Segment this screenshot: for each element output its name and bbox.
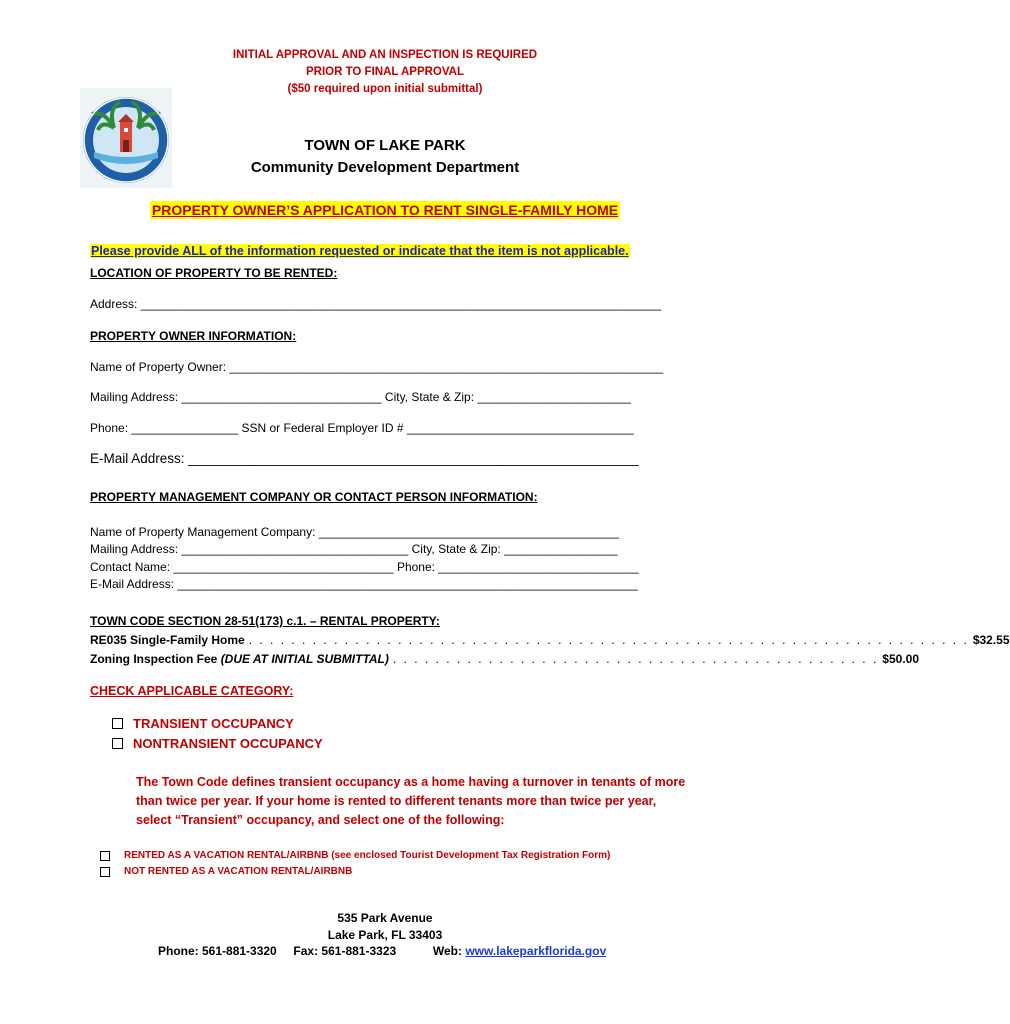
- address-field[interactable]: Address: ______________________________________________________________________________: [90, 297, 662, 311]
- dot-leader: . . . . . . . . . . . . . . . . . . . . . . . . . . . . . . . . . . . . . . . . . . . . . .: [392, 652, 879, 666]
- transient-explanation: The Town Code defines transient occupancy as a home having a turnover in tenants of more than twice per year. If your home is rented to different tenants more than twice per year, select “Transient” occupancy, and select one of the following:: [136, 775, 686, 827]
- fee-label: Zoning Inspection Fee: [90, 652, 218, 666]
- checkbox[interactable]: [112, 718, 123, 729]
- fee-label: RE035 Single-Family Home: [90, 633, 245, 647]
- option-label: NOT RENTED AS A VACATION RENTAL/AIRBNB: [124, 866, 353, 877]
- not-vacation-rental-option[interactable]: [100, 866, 352, 877]
- instructions: Please provide ALL of the information requested or indicate that the item is not applicable.: [91, 244, 629, 258]
- nontransient-option[interactable]: [112, 736, 323, 751]
- fee-amount: $50.00: [882, 652, 919, 666]
- vacation-rental-option[interactable]: [100, 850, 610, 861]
- fee-amount: $32.55: [972, 633, 1010, 647]
- management-email-field[interactable]: E-Mail Address: _____________________________________________________________________: [90, 577, 638, 591]
- fee-row-zoning: [90, 652, 919, 666]
- form-title-text: PROPERTY OWNER’S APPLICATION TO RENT SINGLE-FAMILY HOME: [151, 202, 619, 218]
- fee-note: (DUE AT INITIAL SUBMITTAL): [220, 652, 389, 666]
- option-label: NONTRANSIENT OCCUPANCY: [133, 736, 323, 751]
- owner-mailing-field[interactable]: Mailing Address: ______________________________ City, State & Zip: _______________________: [90, 390, 631, 404]
- footer-web-label: Web:: [432, 944, 462, 958]
- town-header: [0, 135, 770, 179]
- notice-line-3: ($50 required upon initial submittal): [287, 83, 483, 95]
- owner-email-field[interactable]: E-Mail Address: ____________________________________________________________: [90, 451, 639, 466]
- website-link[interactable]: www.lakeparkflorida.gov: [465, 944, 607, 958]
- footer-street: 535 Park Avenue: [337, 911, 433, 925]
- notice-line-2: PRIOR TO FINAL APPROVAL: [305, 66, 465, 78]
- transient-option[interactable]: [112, 716, 294, 731]
- management-mailing-field[interactable]: Mailing Address: __________________________________ City, State & Zip: _________________: [90, 542, 618, 556]
- management-heading: PROPERTY MANAGEMENT COMPANY OR CONTACT PERSON INFORMATION:: [90, 490, 538, 504]
- fee-row-single-family: [90, 633, 1010, 647]
- form-title: [0, 202, 770, 220]
- checkbox[interactable]: [100, 867, 110, 877]
- notice-line-1: INITIAL APPROVAL AND AN INSPECTION IS REQUIRED: [232, 49, 538, 61]
- owner-phone-field[interactable]: Phone: ________________ SSN or Federal Employer ID # __________________________________: [90, 421, 634, 435]
- checkbox[interactable]: [100, 851, 110, 861]
- category-heading: CHECK APPLICABLE CATEGORY:: [90, 684, 294, 698]
- location-heading: LOCATION OF PROPERTY TO BE RENTED:: [90, 266, 338, 280]
- footer-city: Lake Park, FL 33403: [327, 928, 443, 942]
- town-name: TOWN OF LAKE PARK: [304, 137, 466, 154]
- owner-name-field[interactable]: Name of Property Owner: _________________________________________________________________: [90, 360, 664, 374]
- footer-address: [0, 910, 770, 944]
- code-section-heading: TOWN CODE SECTION 28-51(173) c.1. – RENTAL PROPERTY:: [90, 614, 440, 628]
- management-contact-field[interactable]: Contact Name: _________________________________ Phone: ______________________________: [90, 560, 639, 574]
- dot-leader: . . . . . . . . . . . . . . . . . . . . . . . . . . . . . . . . . . . . . . . . . . . . . . . . . . . . . . . . . . . . . . . . . . . .: [248, 633, 969, 647]
- management-name-field[interactable]: Name of Property Management Company: _____________________________________________: [90, 525, 620, 539]
- department-name: Community Development Department: [250, 159, 520, 176]
- footer-contact: [158, 944, 606, 958]
- footer-fax: Fax: 561-881-3323: [293, 944, 397, 958]
- footer-phone: Phone: 561-881-3320: [158, 944, 277, 958]
- option-label: TRANSIENT OCCUPANCY: [133, 716, 294, 731]
- owner-heading: PROPERTY OWNER INFORMATION:: [90, 329, 297, 343]
- option-label: RENTED AS A VACATION RENTAL/AIRBNB (see enclosed Tourist Development Tax Registration Form): [124, 850, 611, 861]
- checkbox[interactable]: [112, 738, 123, 749]
